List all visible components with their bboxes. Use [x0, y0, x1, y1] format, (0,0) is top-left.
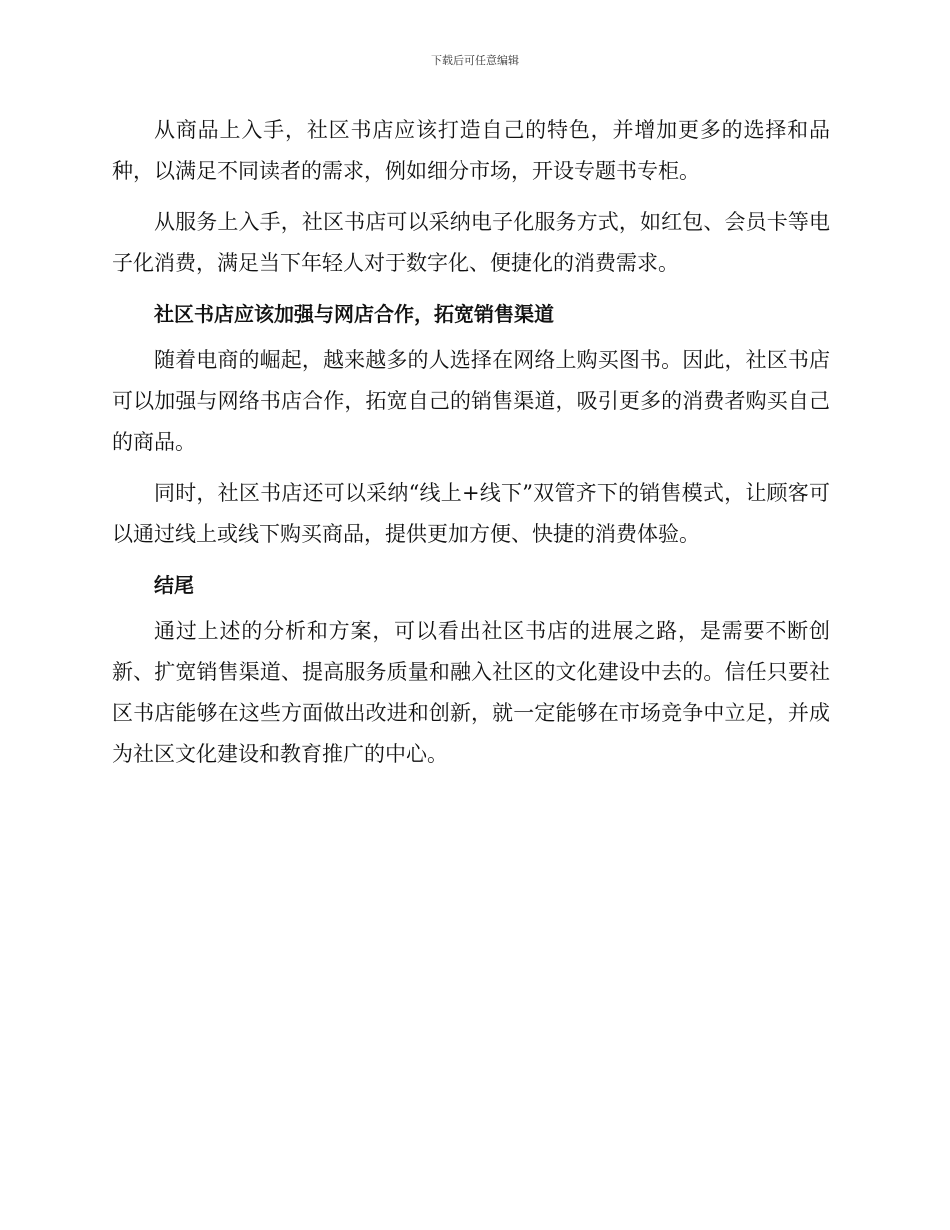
section-heading-online-cooperation: 社区书店应该加强与网店合作，拓宽销售渠道 [154, 302, 554, 326]
paragraph-services: 从服务上入手，社区书店可以采纳电子化服务方式，如红包、会员卡等电子化消费，满足当下年轻人对于数字化、便捷化的消费需求。 [112, 210, 830, 275]
paragraph-products: 从商品上入手，社区书店应该打造自己的特色，并增加更多的选择和品种，以满足不同读者的需求，例如细分市场，开设专题书专柜。 [112, 118, 830, 183]
section-heading-conclusion: 结尾 [154, 573, 194, 597]
paragraph-online-offline: 同时，社区书店还可以采纳“线上+线下”双管齐下的销售模式，让顾客可以通过线上或线下购买商品，提供更加方便、快捷的消费体验。 [112, 481, 830, 546]
paragraph-conclusion: 通过上述的分析和方案，可以看出社区书店的进展之路，是需要不断创新、扩宽销售渠道、提高服务质量和融入社区的文化建设中去的。信任只要社区书店能够在这些方面做出改进和创新，就一定能够在市场竞争中立足，并成为社区文化建设和教育推广的中心。 [112, 619, 830, 766]
paragraph-ecommerce: 随着电商的崛起，越来越多的人选择在网络上购买图书。因此，社区书店可以加强与网络书店合作，拓宽自己的销售渠道，吸引更多的消费者购买自己的商品。 [112, 348, 830, 454]
document-body [112, 110, 830, 785]
page-header: 下载后可任意编辑 [431, 54, 519, 67]
